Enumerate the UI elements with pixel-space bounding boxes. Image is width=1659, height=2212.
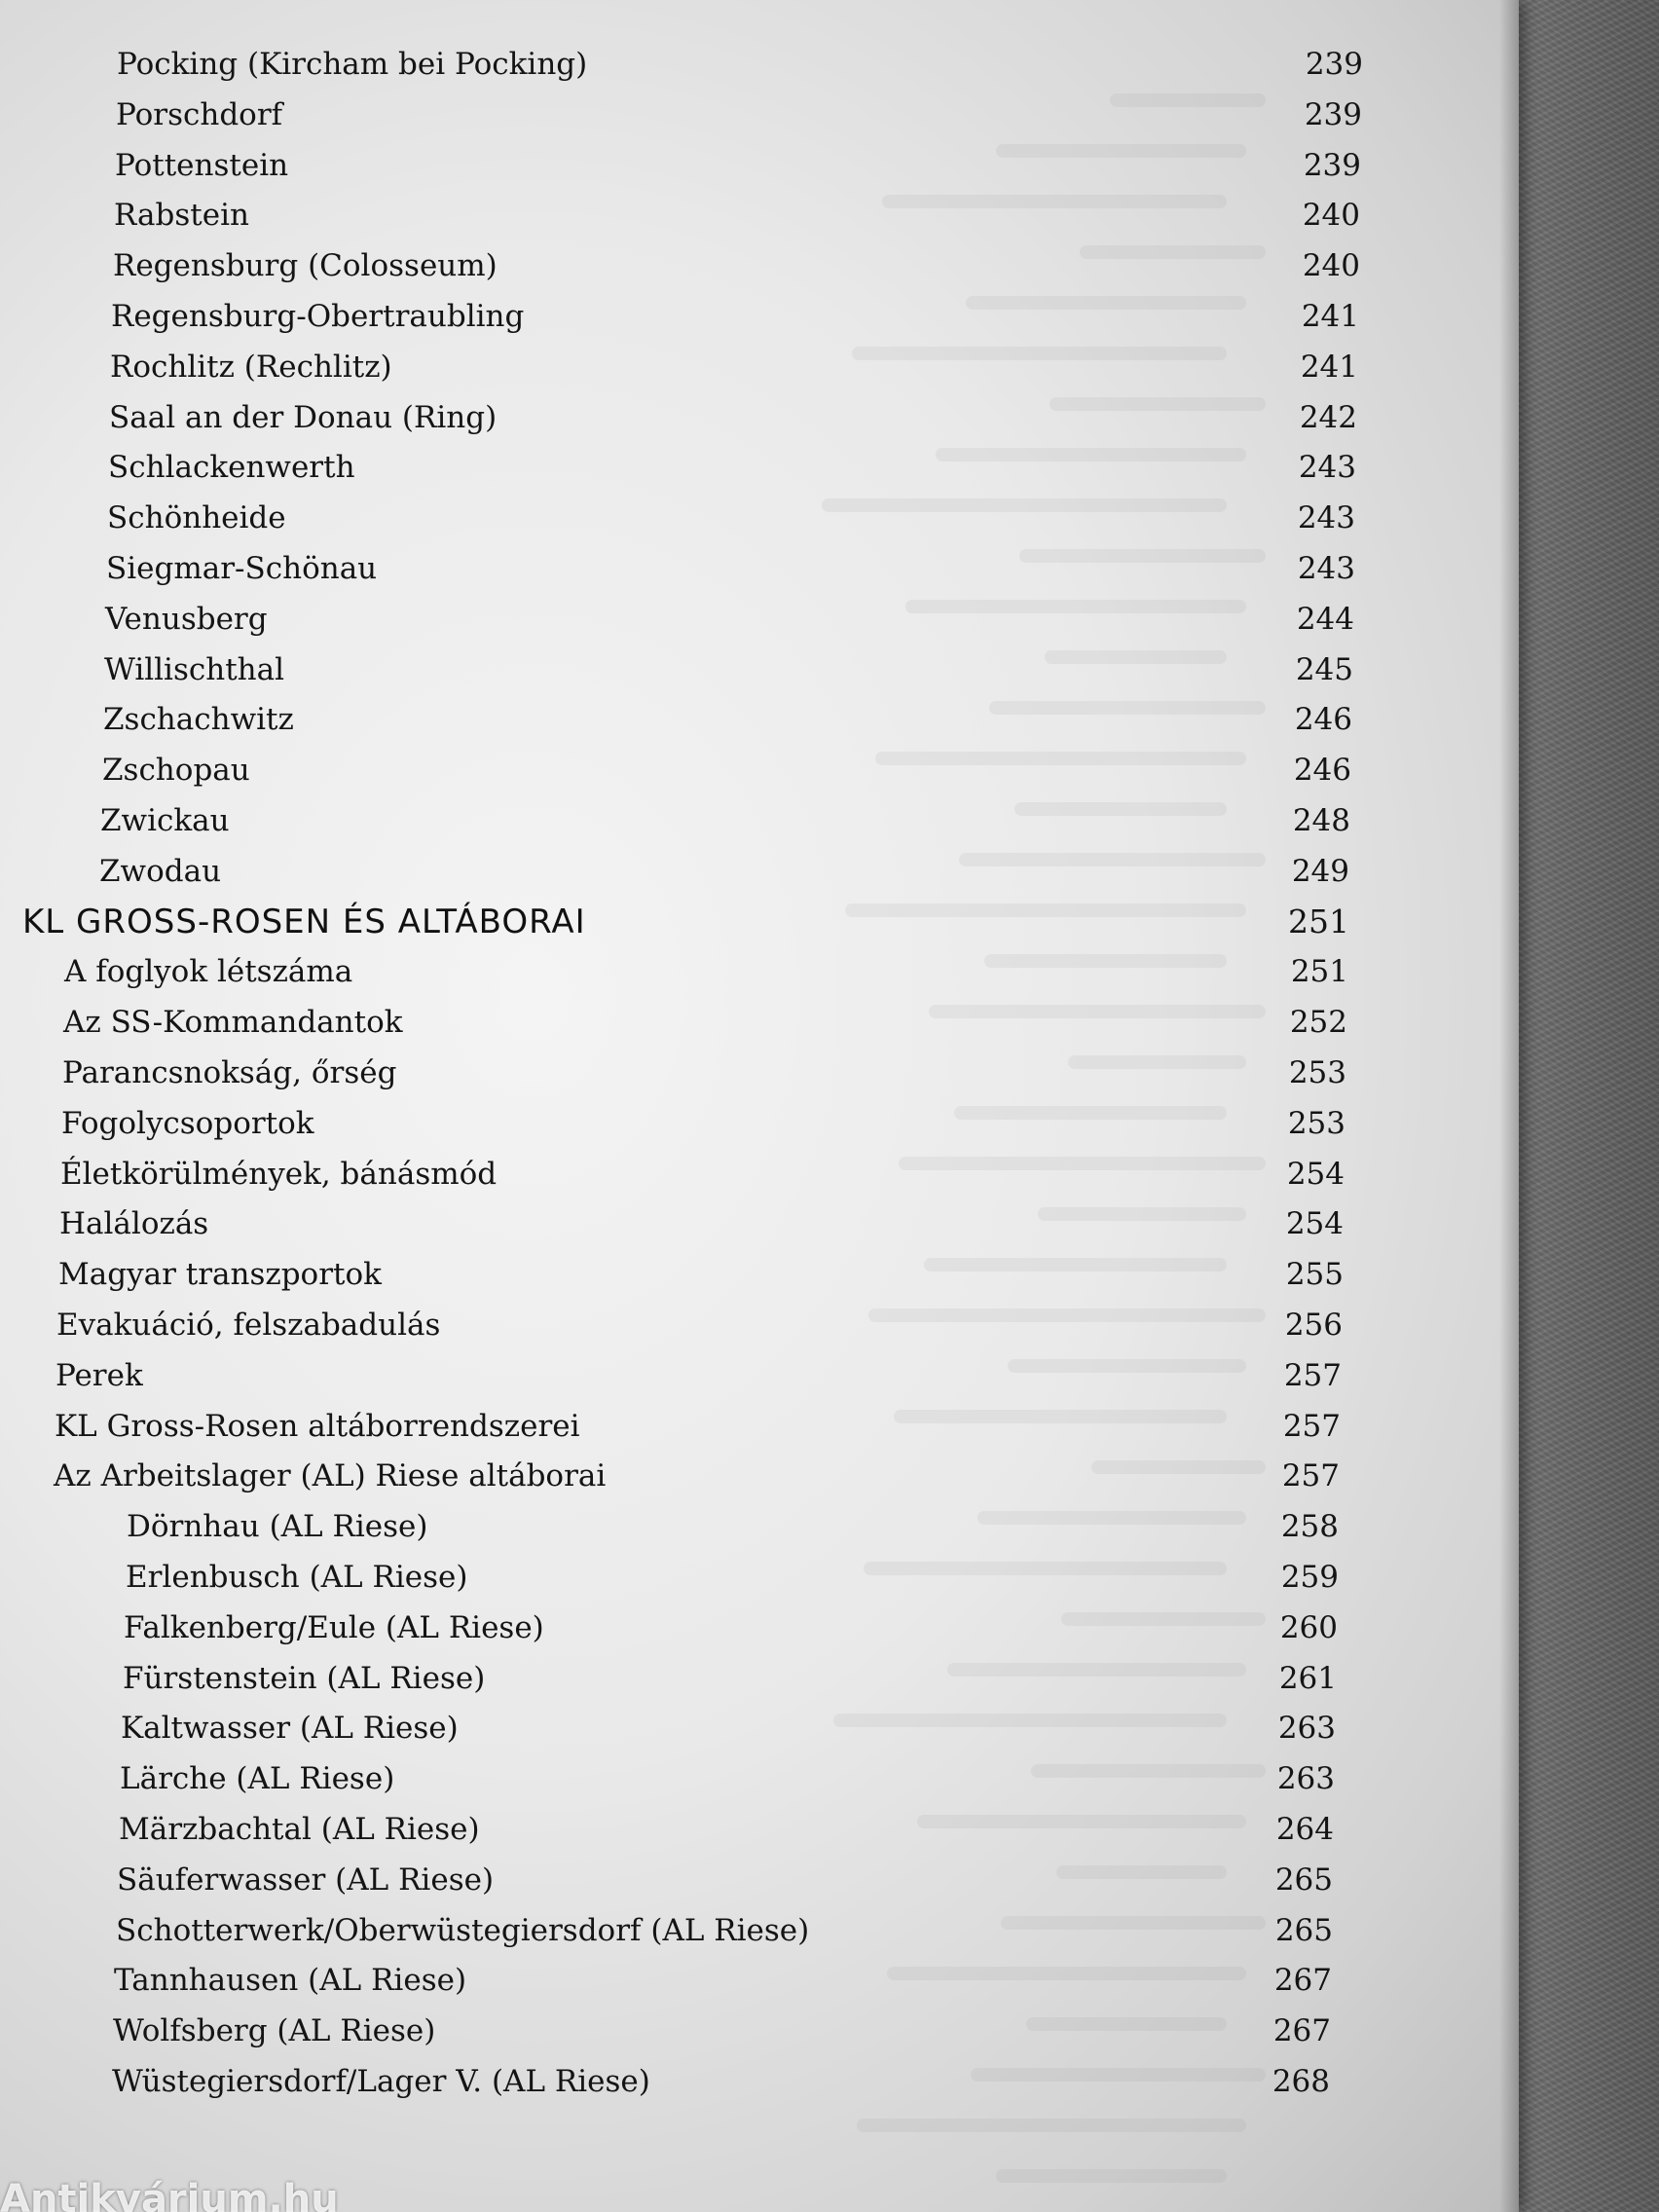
toc-page-number: 267	[1273, 1963, 1332, 1999]
toc-entry	[0, 1405, 1460, 1448]
toc-page-number: 244	[1296, 601, 1354, 637]
toc-entry	[0, 1808, 1460, 1851]
toc-entry-title: Rochlitz (Rechlitz)	[110, 349, 392, 385]
toc-entry-title: KL GROSS-ROSEN ÉS ALTÁBORAI	[22, 902, 586, 941]
toc-entry-title: Az Arbeitslager (AL) Riese altáborai	[54, 1458, 607, 1494]
toc-entry-title: Parancsnokság, őrség	[62, 1055, 397, 1090]
toc-entry-title: Regensburg (Colosseum)	[113, 248, 498, 284]
toc-entry-title: Säuferwasser (AL Riese)	[117, 1862, 495, 1898]
toc-entry	[0, 1001, 1460, 1044]
toc-page-number: 243	[1297, 500, 1355, 536]
toc-page-number: 243	[1297, 551, 1355, 586]
toc-entry	[0, 1606, 1460, 1649]
toc-page-number: 257	[1281, 1458, 1340, 1494]
toc-entry-title: Zschachwitz	[103, 702, 294, 738]
toc-entry-title: Wüstegiersdorf/Lager V. (AL Riese)	[112, 2064, 650, 2099]
toc-entry-title: Dörnhau (AL Riese)	[127, 1509, 428, 1545]
toc-entry-title: Pottenstein	[115, 147, 289, 183]
toc-entry-title: Venusberg	[105, 601, 268, 637]
toc-entry-title: Fogolycsoportok	[61, 1105, 314, 1141]
toc-entry	[0, 396, 1460, 439]
toc-entry	[0, 698, 1460, 741]
toc-page-number: 263	[1277, 1711, 1336, 1747]
toc-page-number: 254	[1285, 1206, 1344, 1242]
toc-entry	[0, 749, 1460, 792]
toc-entry-title: Perek	[55, 1357, 143, 1393]
toc-page-number: 241	[1300, 349, 1358, 385]
toc-entry-title: Halálozás	[59, 1206, 209, 1242]
toc-page-number: 267	[1272, 2013, 1331, 2049]
toc-entry	[0, 1556, 1460, 1599]
toc-entry	[0, 144, 1460, 187]
toc-entry	[0, 1657, 1460, 1700]
toc-entry	[0, 295, 1460, 338]
toc-entry	[0, 1859, 1460, 1901]
toc-entry-title: Erlenbusch (AL Riese)	[126, 1560, 468, 1595]
toc-entry-title: Magyar transzportok	[58, 1257, 382, 1293]
toc-entry-title: A foglyok létszáma	[64, 954, 353, 990]
toc-page-number: 268	[1272, 2064, 1330, 2099]
toc-entry-title: Kaltwasser (AL Riese)	[121, 1711, 459, 1747]
toc-entry	[0, 799, 1460, 842]
toc-entry	[0, 850, 1460, 893]
toc-entry	[0, 1757, 1460, 1800]
toc-page-number: 263	[1276, 1761, 1335, 1797]
toc-entry-title: Regensburg-Obertraubling	[111, 299, 525, 334]
toc-entry	[0, 194, 1460, 237]
toc-entry	[0, 497, 1460, 539]
toc-page-number: 243	[1298, 450, 1356, 486]
toc-entry	[0, 1102, 1460, 1145]
toc-entry-title: Schönheide	[107, 500, 286, 536]
toc-entry	[0, 950, 1460, 993]
toc-entry-title: Zschopau	[102, 753, 250, 789]
toc-entry	[0, 1707, 1460, 1750]
toc-entry	[0, 598, 1460, 641]
toc-page-number: 240	[1302, 248, 1360, 284]
toc-page-number: 249	[1291, 853, 1349, 889]
toc-entry	[0, 2009, 1460, 2052]
toc-entry-title: Lärche (AL Riese)	[120, 1761, 395, 1797]
toc-page-number: 258	[1280, 1509, 1339, 1545]
toc-page-number: 239	[1305, 47, 1363, 82]
page-edge-shadow	[1499, 0, 1519, 2212]
toc-page-number: 246	[1294, 702, 1352, 738]
toc-entry	[0, 1253, 1460, 1296]
toc-entry	[0, 648, 1460, 691]
toc-entry	[0, 244, 1460, 287]
toc-page-number: 248	[1292, 803, 1350, 838]
toc-page-number: 259	[1280, 1560, 1339, 1595]
toc-entry-title: Schlackenwerth	[108, 450, 355, 486]
toc-entry	[0, 1909, 1460, 1952]
toc-entry-title: KL Gross-Rosen altáborrendszerei	[55, 1408, 580, 1444]
toc-page-number: 251	[1290, 954, 1348, 990]
toc-entry-title: Tannhausen (AL Riese)	[114, 1963, 467, 1999]
toc-entry-title: Schotterwerk/Oberwüstegiersdorf (AL Riese)	[116, 1912, 810, 1948]
toc-page-number: 256	[1284, 1308, 1343, 1343]
toc-page-number: 239	[1304, 96, 1362, 132]
toc-entry	[0, 1959, 1460, 2002]
toc-entry-title: Az SS-Kommandantok	[63, 1005, 403, 1041]
toc-entry	[0, 346, 1460, 388]
toc-entry	[0, 1153, 1460, 1196]
toc-page-number: 265	[1274, 1912, 1333, 1948]
toc-page-number: 239	[1303, 147, 1361, 183]
toc-entry-title: Siegmar-Schönau	[106, 551, 378, 586]
toc-page-number: 241	[1301, 299, 1359, 334]
toc-entry-title: Életkörülmények, bánásmód	[60, 1156, 498, 1192]
toc-entry	[0, 43, 1460, 86]
toc-entry	[0, 1051, 1460, 1094]
toc-entry-title: Zwodau	[99, 853, 222, 889]
toc-entry-title: Falkenberg/Eule (AL Riese)	[124, 1609, 544, 1645]
toc-entry	[0, 1455, 1460, 1497]
toc-entry	[0, 1304, 1460, 1346]
toc-entry	[0, 547, 1460, 590]
toc-page-number: 261	[1278, 1660, 1337, 1696]
toc-entry-title: Wolfsberg (AL Riese)	[113, 2013, 436, 2049]
toc-page-number: 260	[1279, 1609, 1338, 1645]
toc-entry-title: Zwickau	[100, 803, 230, 838]
toc-page-number: 251	[1288, 902, 1349, 940]
toc-entry	[0, 1202, 1460, 1245]
toc-entry-title: Rabstein	[114, 198, 249, 234]
toc-entry-title: Willischthal	[104, 651, 285, 687]
toc-page-number: 254	[1286, 1156, 1345, 1192]
toc-entry	[0, 2060, 1460, 2103]
toc-entry-title: Evakuáció, felszabadulás	[56, 1308, 441, 1343]
toc-page-number: 265	[1274, 1862, 1333, 1898]
toc-entry-title: Fürstenstein (AL Riese)	[123, 1660, 486, 1696]
watermark: Antikvárium.hu	[0, 2177, 339, 2212]
toc-entry	[0, 446, 1460, 489]
toc-page-number: 246	[1293, 753, 1351, 789]
toc-entry	[0, 1505, 1460, 1548]
toc-page-number: 257	[1282, 1408, 1341, 1444]
toc-entry	[0, 1354, 1460, 1397]
toc-entry-title: Pocking (Kircham bei Pocking)	[117, 47, 588, 82]
toc-page-number: 245	[1295, 651, 1353, 687]
toc-page-number: 240	[1302, 198, 1360, 234]
toc-page-number: 255	[1285, 1257, 1344, 1293]
toc-entry-title: Porschdorf	[116, 96, 283, 132]
toc-page-number: 253	[1288, 1055, 1346, 1090]
toc-entry	[0, 93, 1460, 136]
toc-page-number: 252	[1289, 1005, 1347, 1041]
toc-page-number: 257	[1283, 1357, 1342, 1393]
toc-section-heading	[0, 901, 1460, 943]
toc-page-number: 264	[1275, 1812, 1334, 1847]
toc-entry-title: Märzbachtal (AL Riese)	[119, 1812, 480, 1847]
toc-entry-title: Saal an der Donau (Ring)	[109, 399, 498, 435]
toc-page-number: 253	[1287, 1105, 1346, 1141]
toc-page-number: 242	[1299, 399, 1357, 435]
